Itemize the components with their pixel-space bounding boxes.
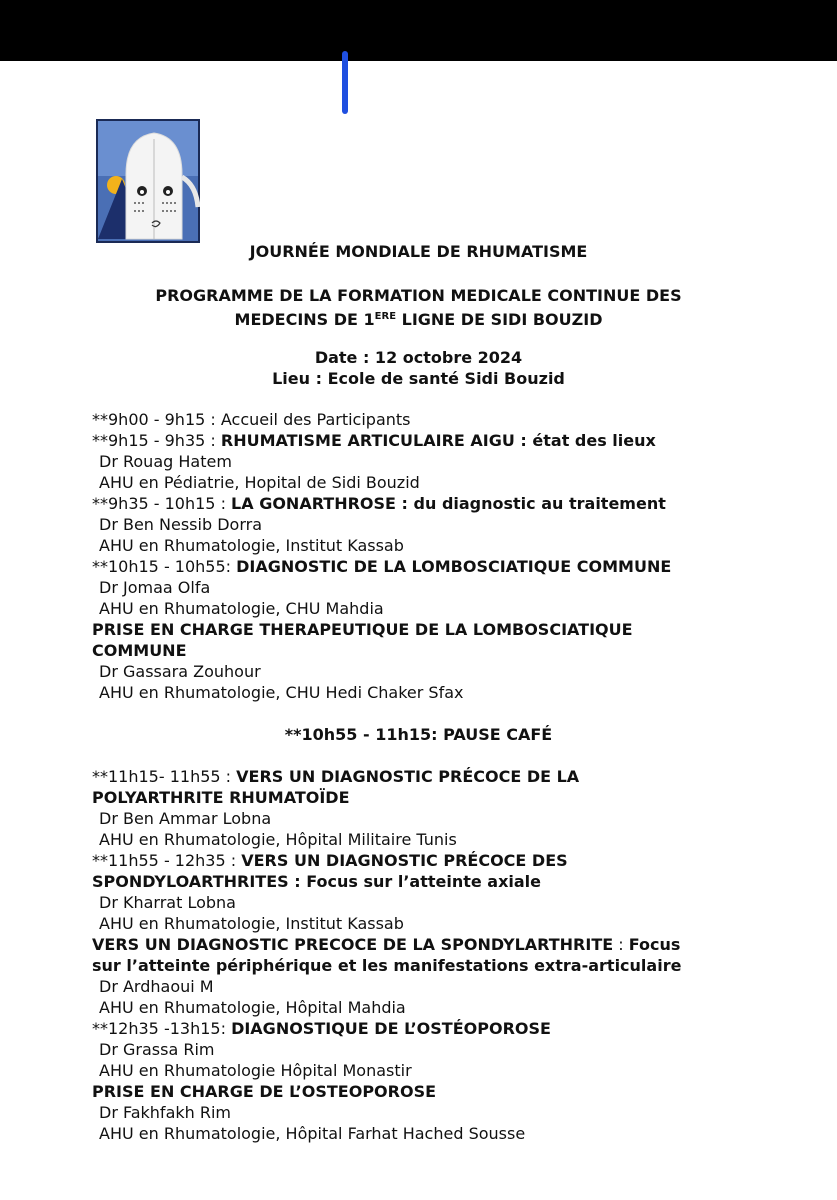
coffee-break: **10h55 - 11h15: PAUSE CAFÉ	[284, 725, 553, 744]
speaker-name: Dr Rouag Hatem	[99, 452, 232, 471]
speaker-affiliation: AHU en Rhumatologie, Hôpital Militaire Tunis	[99, 830, 457, 849]
speaker-affiliation: AHU en Rhumatologie, Institut Kassab	[99, 536, 404, 555]
program-list	[92, 409, 792, 1144]
speaker-affiliation: AHU en Rhumatologie, CHU Mahdia	[99, 599, 384, 618]
text-cursor-marker	[342, 51, 348, 114]
speaker-name: Dr Jomaa Olfa	[99, 578, 211, 597]
speaker-name: Dr Fakhfakh Rim	[99, 1103, 232, 1122]
event-title: JOURNÉE MONDIALE DE RHUMATISME	[249, 242, 588, 261]
session-gonarthrose: **9h35 - 10h15 : LA GONARTHROSE : du diagnostic au traitement	[92, 494, 666, 513]
session-spondylarthrite-title-cont: sur l’atteinte périphérique et les manifestations extra-articulaire	[92, 956, 682, 975]
speaker-affiliation: AHU en Rhumatologie, CHU Hedi Chaker Sfax	[99, 683, 464, 702]
speaker-name: Dr Ben Nessib Dorra	[99, 515, 262, 534]
top-black-bar	[0, 0, 837, 61]
session-spondyloarthrites-axial: **11h55 - 12h35 : VERS UN DIAGNOSTIC PRÉCOCE DES	[92, 851, 568, 870]
session-raa: **9h15 - 9h35 : RHUMATISME ARTICULAIRE AIGU : état des lieux	[92, 431, 656, 450]
session-welcome: **9h00 - 9h15 : Accueil des Participants	[92, 410, 411, 429]
program-title-line1: PROGRAMME DE LA FORMATION MEDICALE CONTINUE DES	[155, 286, 682, 305]
session-osteoporose-diagnostic: **12h35 -13h15: DIAGNOSTIQUE DE L’OSTÉOPOROSE	[92, 1019, 551, 1038]
session-polyarthrite: **11h15- 11h55 : VERS UN DIAGNOSTIC PRÉCOCE DE LA	[92, 767, 580, 786]
session-lombosciatique-therapy-title-cont: COMMUNE	[92, 641, 187, 660]
speaker-name: Dr Grassa Rim	[99, 1040, 215, 1059]
session-spondyloarthrites-title-cont: SPONDYLOARTHRITES : Focus sur l’atteinte axiale	[92, 872, 542, 891]
speaker-affiliation: AHU en Pédiatrie, Hopital de Sidi Bouzid	[99, 473, 420, 492]
speaker-name: Dr Ardhaoui M	[99, 977, 214, 996]
speaker-affiliation: AHU en Rhumatologie, Hôpital Farhat Hached Sousse	[99, 1124, 526, 1143]
speaker-name: Dr Kharrat Lobna	[99, 893, 236, 912]
speaker-affiliation: AHU en Rhumatologie, Institut Kassab	[99, 914, 404, 933]
event-place: Lieu : Ecole de santé Sidi Bouzid	[272, 369, 565, 388]
speaker-name: Dr Gassara Zouhour	[99, 662, 261, 681]
speaker-affiliation: AHU en Rhumatologie Hôpital Monastir	[99, 1061, 412, 1080]
session-lombosciatique-therapy-title: PRISE EN CHARGE THERAPEUTIQUE DE LA LOMBOSCIATIQUE	[92, 620, 633, 639]
session-polyarthrite-title-cont: POLYARTHRITE RHUMATOÏDE	[92, 788, 350, 807]
society-logo	[96, 119, 200, 243]
session-spondylarthrite-peripheral: VERS UN DIAGNOSTIC PRECOCE DE LA SPONDYLARTHRITE : Focus	[92, 935, 681, 954]
speaker-name: Dr Ben Ammar Lobna	[99, 809, 272, 828]
session-lombosciatique-diagnostic: **10h15 - 10h55: DIAGNOSTIC DE LA LOMBOSCIATIQUE COMMUNE	[92, 557, 672, 576]
session-osteoporose-management: PRISE EN CHARGE DE L’OSTEOPOROSE	[92, 1082, 437, 1101]
speaker-affiliation: AHU en Rhumatologie, Hôpital Mahdia	[99, 998, 406, 1017]
program-title-line2: MEDECINS DE 1ERE LIGNE DE SIDI BOUZID	[234, 310, 603, 329]
event-date: Date : 12 octobre 2024	[314, 348, 523, 367]
